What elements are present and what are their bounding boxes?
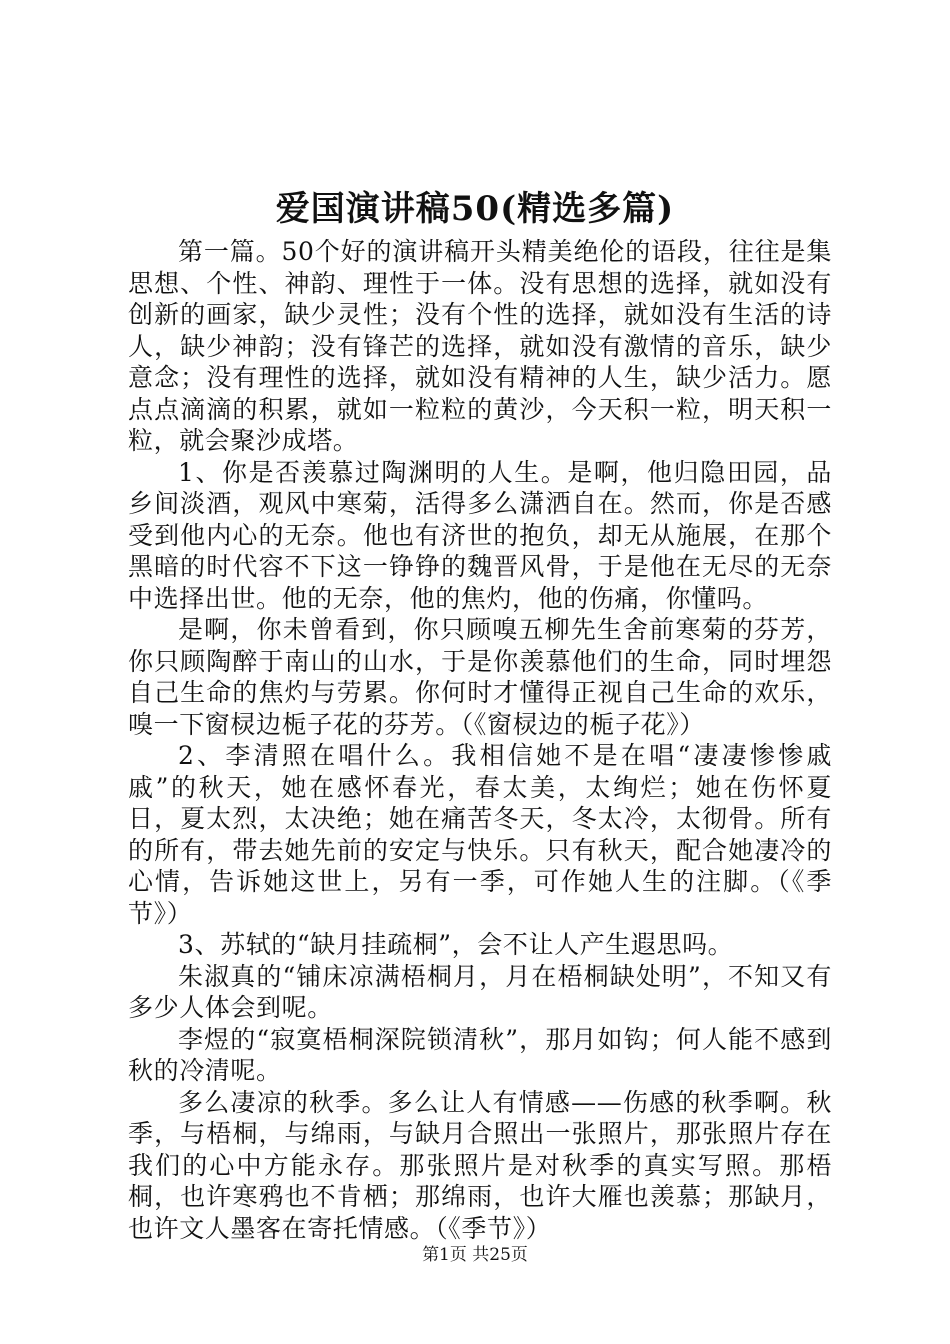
paragraph-item-3-conclusion: 多么凄凉的秋季。多么让人有情感——伤感的秋季啊。秋季，与梧桐，与绵雨，与缺月合照出一张照片，那张照片存在我们的心中方能永存。那张照片是对秋季的真实写照。那梧桐，也许寒鸦也不肯栖；那绵雨，也许大雁也羡慕；那缺月，也许文人墨客在寄托情感。（《季节》） (128, 1087, 832, 1243)
paragraph-item-3-quote-li: 李煜的“寂寞梧桐深院锁清秋”，那月如钩；何人能不感到秋的冷清呢。 (128, 1024, 832, 1085)
document-title: 爱国演讲稿50(精选多篇) (275, 189, 675, 229)
paragraph-intro: 第一篇。50个好的演讲稿开头精美绝伦的语段，往往是集思想、个性、神韵、理性于一体。没有思想的选择，就如没有创新的画家，缺少灵性；没有个性的选择，就如没有生活的诗人，缺少神韵；没有锋芒的选择，就如没有激情的音乐，缺少意念；没有理性的选择，就如没有精神的人生，缺少活力。愿点点滴滴的积累，就如一粒粒的黄沙，今天积一粒，明天积一粒，就会聚沙成塔。 (128, 237, 832, 455)
page-number-footer: 第1页 共25页 (422, 1245, 528, 1265)
paragraph-item-3-quote-zhu: 朱淑真的“铺床凉满梧桐月，月在梧桐缺处明”，不知又有多少人体会到呢。 (128, 961, 832, 1022)
paragraph-item-1: 1、你是否羡慕过陶渊明的人生。是啊，他归隐田园，品乡间淡酒，观风中寒菊，活得多么潇洒自在。然而，你是否感受到他内心的无奈。他也有济世的抱负，却无从施展，在那个黑暗的时代容不下这一铮铮的魏晋风骨，于是他在无尽的无奈中选择出世。他的无奈，他的焦灼，他的伤痛，你懂吗。 (128, 457, 832, 613)
paragraph-item-1-continued: 是啊，你未曾看到，你只顾嗅五柳先生舍前寒菊的芬芳，你只顾陶醉于南山的山水，于是你羡慕他们的生命，同时埋怨自己生命的焦灼与劳累。你何时才懂得正视自己生命的欢乐，嗅一下窗棂边栀子花的芬芳。（《窗棂边的栀子花》） (128, 615, 832, 739)
paragraph-item-3: 3、苏轼的“缺月挂疏桐”，会不让人产生遐思吗。 (178, 930, 734, 959)
document-body (128, 236, 832, 1244)
paragraph-item-2: 2、李清照在唱什么。我相信她不是在唱“凄凄惨惨戚戚”的秋天，她在感怀春光，春太美，太绚烂；她在伤怀夏日，夏太烈，太决绝；她在痛苦冬天，冬太冷，太彻骨。所有的所有，带去她先前的安定与快乐。只有秋天，配合她凄冷的心情，告诉她这世上，另有一季，可作她人生的注脚。（《季节》） (128, 741, 832, 928)
